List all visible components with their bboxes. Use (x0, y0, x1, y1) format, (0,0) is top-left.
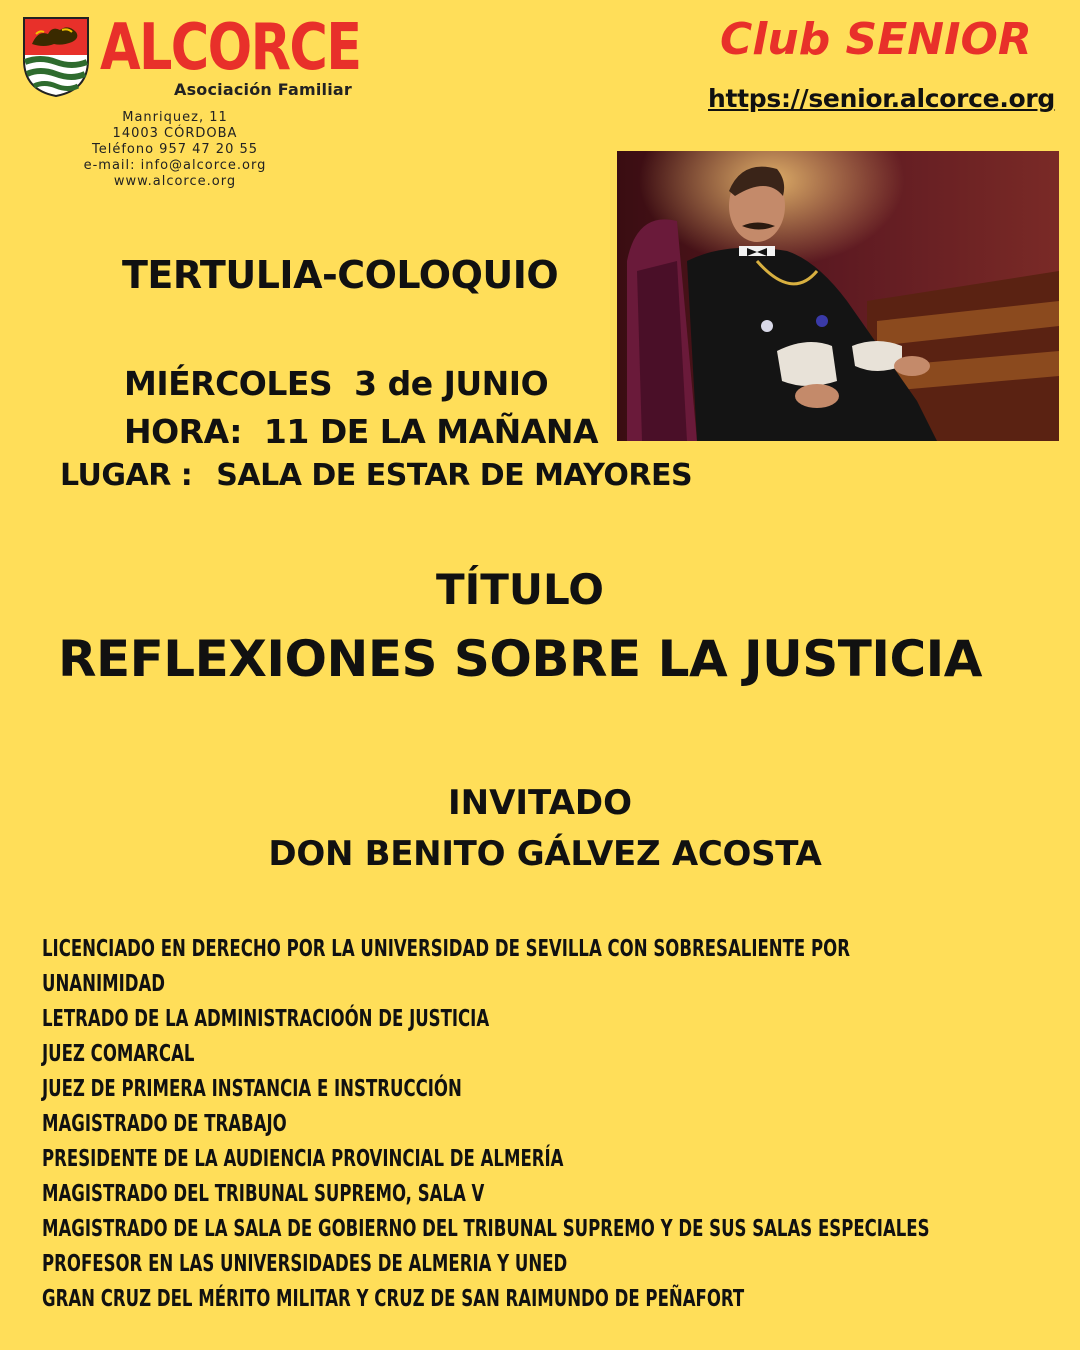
event-place-label: LUGAR : (60, 458, 193, 493)
list-item: JUEZ DE PRIMERA INSTANCIA E INSTRUCCIÓN (42, 1076, 462, 1102)
contact-city: 14003 CÓRDOBA (112, 126, 238, 141)
contact-address: Manriquez, 11 (122, 110, 228, 125)
list-item: MAGISTRADO DE LA SALA DE GOBIERNO DEL TRIBUNAL SUPREMO Y DE SUS SALAS ESPECIALES (42, 1216, 930, 1242)
talk-title: REFLEXIONES SOBRE LA JUSTICIA (58, 630, 982, 688)
guest-portrait-photo (617, 151, 1059, 441)
event-date: MIÉRCOLES 3 de JUNIO (124, 364, 549, 403)
contact-block (60, 110, 290, 190)
brand-name: ALCORCE (100, 11, 361, 85)
list-item: UNANIMIDAD (42, 971, 166, 997)
list-item: JUEZ COMARCAL (42, 1041, 195, 1067)
list-item: MAGISTRADO DE TRABAJO (42, 1111, 287, 1137)
contact-phone: Teléfono 957 47 20 55 (91, 142, 259, 157)
list-item: MAGISTRADO DEL TRIBUNAL SUPREMO, SALA V (42, 1181, 485, 1207)
contact-website: www.alcorce.org (113, 174, 237, 189)
club-title: Club SENIOR (720, 14, 1032, 65)
contact-email: e-mail: info@alcorce.org (83, 158, 267, 173)
guest-credentials-list (42, 932, 1042, 1317)
event-place-value: SALA DE ESTAR DE MAYORES (216, 458, 693, 493)
alcorce-shield-icon (22, 16, 90, 98)
list-item: GRAN CRUZ DEL MÉRITO MILITAR Y CRUZ DE SAN RAIMUNDO DE PEÑAFORT (42, 1286, 745, 1312)
list-item: PRESIDENTE DE LA AUDIENCIA PROVINCIAL DE ALMERÍA (42, 1146, 564, 1172)
event-type: TERTULIA-COLOQUIO (122, 253, 559, 297)
guest-label: INVITADO (447, 783, 633, 823)
event-place (60, 458, 692, 493)
guest-name: DON BENITO GÁLVEZ ACOSTA (268, 834, 822, 874)
brand-subtitle: Asociación Familiar (174, 80, 352, 99)
talk-title-label: TÍTULO (436, 565, 604, 614)
list-item: PROFESOR EN LAS UNIVERSIDADES DE ALMERIA Y UNED (42, 1251, 568, 1277)
list-item: LICENCIADO EN DERECHO POR LA UNIVERSIDAD DE SEVILLA CON SOBRESALIENTE POR (42, 936, 850, 962)
list-item: LETRADO DE LA ADMINISTRACIOÓN DE JUSTICIA (42, 1006, 490, 1032)
event-time: HORA: 11 DE LA MAÑANA (124, 412, 598, 451)
club-url-link[interactable]: https://senior.alcorce.org (708, 84, 1056, 113)
